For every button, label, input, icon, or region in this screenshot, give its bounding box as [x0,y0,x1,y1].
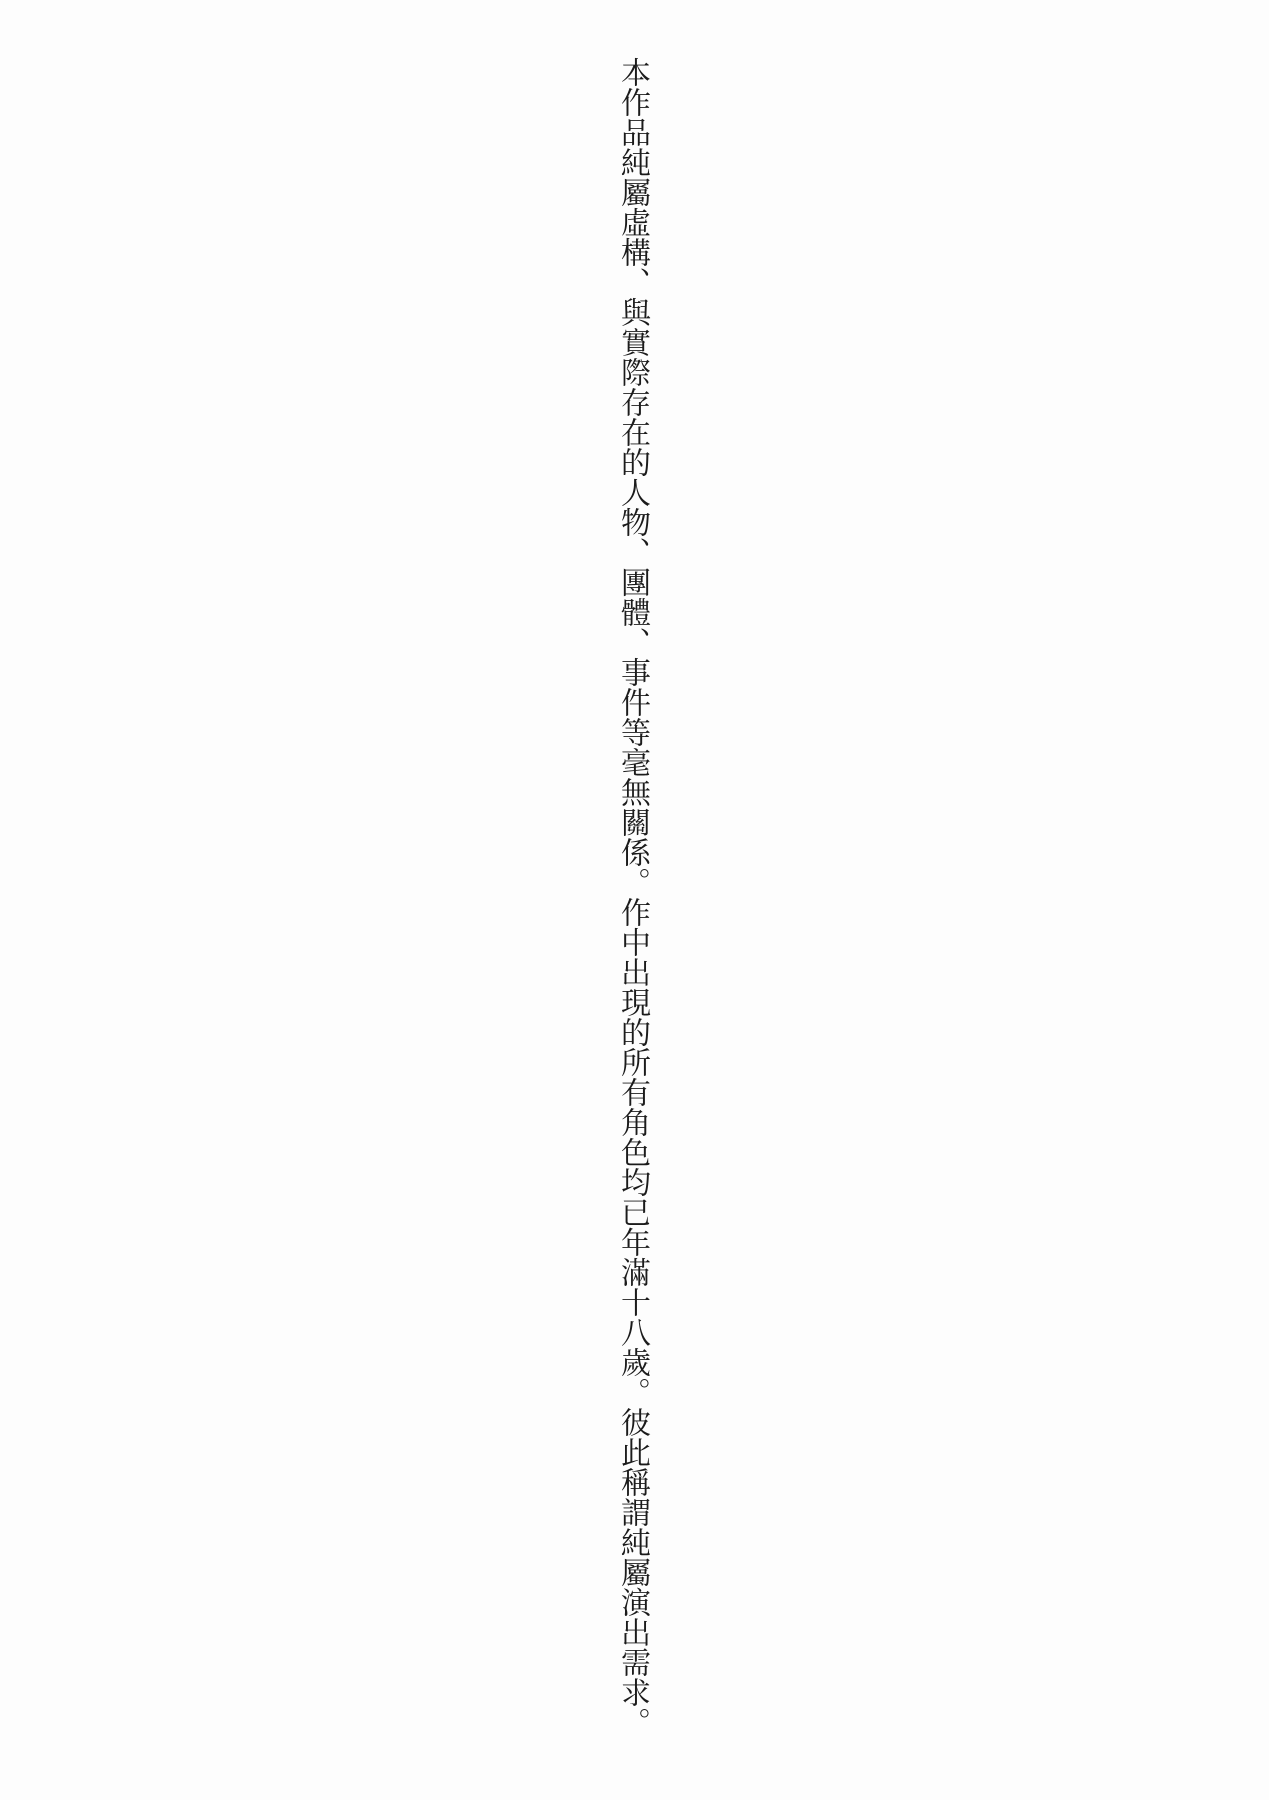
disclaimer-text: 本作品純屬虛構、與實際存在的人物、團體、事件等毫無關係。作中出現的所有角色均已年滿十八歲。彼此稱謂純屬演出需求。 [615,57,650,1737]
